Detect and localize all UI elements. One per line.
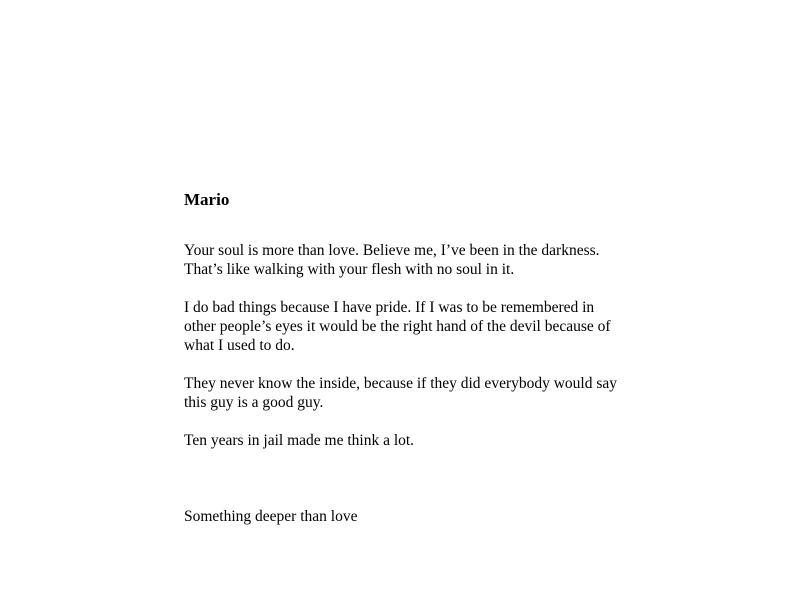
paragraph-1: Your soul is more than love. Believe me, I’ve been in the darkness. That’s like walking with your flesh with no soul in it. xyxy=(184,242,600,278)
paragraph-2: I do bad things because I have pride. If I was to be remembered in other people’s eyes it would be the right hand of the devil because of what I used to do. xyxy=(184,299,611,354)
document-title: Mario xyxy=(184,190,230,209)
paragraph-4: Ten years in jail made me think a lot. xyxy=(184,432,415,449)
document-body xyxy=(184,189,624,526)
closing-line: Something deeper than love xyxy=(184,508,358,525)
paragraph-3: They never know the inside, because if they did everybody would say this guy is a good guy. xyxy=(184,375,618,411)
